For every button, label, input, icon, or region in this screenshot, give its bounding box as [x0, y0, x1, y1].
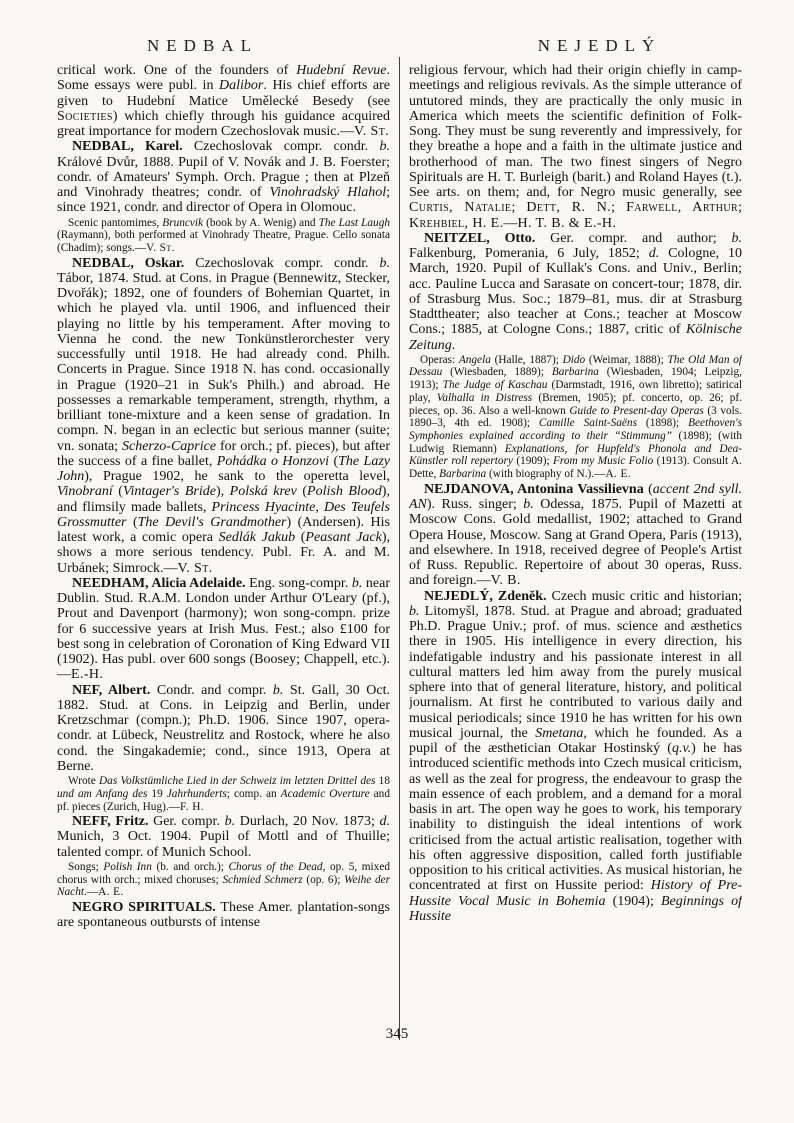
text-segment: Dalibor [219, 78, 264, 94]
text-segment: NEJDANOVA, Antonina Vassilievna [424, 481, 644, 497]
text-segment: ; since 1921, condr. and director of Opera in Olomouc. [57, 185, 390, 216]
text-segment: ; comp. an [226, 787, 281, 800]
text-segment: Polská krev [229, 484, 297, 500]
text-segment: Vintager's Bride [122, 484, 216, 500]
text-segment: ), and flimsily made ballets, [57, 484, 390, 515]
text-segment: near Dublin. Stud. R.A.M. London under Arthur O'Leary (pf.), Prout and Davenport (harmony); won song-compn. prize for 6 successive years at Irish Mus. Fest.; also £100 for best song in celebration of Coronation of King Edward VII (1902). Has publ. over 600 songs (Boosey; Chappell, etc.).— [57, 575, 390, 683]
entry-negro-spirituals [57, 900, 390, 931]
text-segment: Barbarina [439, 468, 487, 481]
text-segment: Cologne, 10 March, 1920. Pupil of Kullak's Cons. and Univ., Berlin; acc. Pauline Lucca and Sarasate on concert-tour; 1878, dir. of Strasburg Mus. Soc.; 1879–81, mus. dir at Strasburg Stadttheater; also teacher at Cons.; teacher at Moscow Cons.; 1885, at Cologne Cons.; 1887, critic of [409, 246, 742, 338]
text-segment: Vinobraní [57, 484, 113, 500]
text-segment: ) he has introduced scientific methods into Czech musical criticism, as well as the zeal for progress, the endeavour to grasp the main essence of each problem, and a demand for a moral basis in art. The open way he goes to work, his temporary inability to distinguish the ideal intentions of work criticised from the actual artistic realisation, together with his often aggressive disposition, called forth justifiable opposition to his critical activities. As musical historian, he concentrated at first on Hussite period: [409, 741, 742, 894]
entry-neff [57, 814, 390, 860]
text-segment: Durlach, 20 Nov. 1873; [235, 814, 380, 830]
text-segment: b. [523, 497, 534, 513]
entry-needham [57, 576, 390, 683]
text-segment: Guide to Present-day Operas [569, 404, 704, 417]
column-divider-rule [399, 57, 400, 1040]
text-segment: Barbarina [551, 366, 599, 379]
right-column [409, 63, 742, 1038]
text-segment: (with biography of N.).— [486, 468, 606, 481]
text-segment: b. [351, 575, 363, 591]
text-segment: ( [112, 484, 123, 500]
running-head-left: NEDBAL [147, 36, 258, 55]
text-segment: Scenic pantomimes, [68, 216, 163, 229]
text-segment: These Amer. plantation-songs are spontaneous outbursts of intense [57, 900, 390, 931]
text-segment: Wrote [68, 775, 100, 788]
text-segment: Munich, 3 Oct. 1904. Pupil of Mottl and of Thuille; talented compr. of Munich School. [57, 829, 390, 860]
text-segment: NEJEDLÝ, Zdeněk. [424, 588, 547, 604]
text-segment: H. T. B. & E.-H. [517, 215, 617, 231]
text-segment: q.v. [671, 741, 692, 757]
text-segment: , which he founded. As a pupil of the æsthetician Otakar Hostinský ( [409, 725, 742, 757]
text-segment: Angela [458, 353, 491, 366]
text-segment: b. [409, 603, 420, 619]
works-neitzel [409, 354, 742, 481]
entry-continuation [57, 63, 390, 139]
text-segment: ), [215, 484, 230, 500]
entry-nejdanova [409, 482, 742, 589]
text-segment: Litomyšl, 1878. Stud. at Prague and abroad; graduated Ph.D. Prague Univ.; prof. of mus. science and æsthetics there in 1905. His intelligence in every direction, his indefatigable industry and his passionate interest in all cultural matters led him away from the purely musical sphere into that of general literature, history, and political journalism. At first he contributed to various daily and musical periodicals; since 1910 he has written for his own musical journal, the [409, 603, 742, 741]
page-number: 345 [385, 1026, 409, 1042]
text-segment: Peasant Jack [305, 530, 382, 546]
text-segment: NEEDHAM, Alicia Adelaide. [72, 575, 246, 591]
text-segment: The Judge of Kaschau [442, 379, 548, 392]
text-segment: Curtis, Natalie [409, 200, 512, 216]
text-segment: Kölnische Zeitung [409, 322, 742, 353]
works-neff [57, 861, 390, 899]
works-nedbal-karel [57, 217, 390, 255]
text-segment: Farwell, Arthur [626, 200, 739, 216]
text-segment: — [503, 215, 518, 231]
text-segment: Jahrhunderts [166, 787, 227, 800]
text-segment: Beethoven's Symphonies explained according to their “Stimmung” [409, 417, 742, 442]
text-segment: critical work. One of the founders of [57, 63, 297, 78]
text-segment: Eng. song-compr. [245, 575, 352, 591]
text-segment: Dett, R. N. [526, 200, 612, 216]
text-segment: ( [126, 514, 138, 530]
text-segment: Scherzo-Caprice [121, 438, 217, 454]
text-segment: NEFF, Fritz. [72, 814, 149, 830]
text-segment: Sedlák Jakub [218, 530, 296, 546]
text-segment: ) (Andersen). His latest work, a comic opera [57, 514, 390, 546]
text-segment: b. [272, 682, 284, 698]
text-segment: E.-H. [71, 667, 104, 683]
text-segment: ). Russ. singer; [426, 497, 524, 513]
entry-nef [57, 683, 390, 775]
text-segment: NEF, Albert. [72, 682, 151, 698]
text-segment: Falkenburg, Pomerania, 6 July, 1852; [409, 246, 649, 261]
text-segment: Czechoslovak compr. condr. [184, 255, 380, 271]
text-segment: ; [738, 200, 742, 216]
text-segment: , [315, 499, 324, 515]
text-segment: Czechoslovak compr. condr. [182, 139, 380, 155]
text-segment: religious fervour, which had their origin chiefly in camp-meetings and religious revivals. As the simple utterance of untutored minds, they are practically the only music in America which meets the scientific definition of Folk-Song. They must be sung reverently and impressively, for they breathe a hope and a faith in the ultimate justice and brotherhood of man. The two finest singers of Negro Spirituals are H. T. Burleigh (barit.) and Roland Hayes (t.). See arts. on them; and, for Negro music generally, see [409, 63, 742, 200]
text-segment: From my Music Folio [553, 455, 654, 468]
text-segment: d. [648, 246, 660, 261]
text-segment: . Some essays were publ. in [57, 63, 390, 94]
text-segment: Dido [562, 353, 586, 366]
text-segment: (op. 6); [302, 873, 345, 886]
text-segment: Weihe der Nacht [57, 873, 390, 899]
text-segment: Pohádka o Honzovi [216, 453, 330, 469]
text-segment: (Darmstadt, 1916, own libretto); satirical play, [409, 379, 742, 404]
text-segment: NEGRO SPIRITUALS. [72, 900, 216, 916]
text-segment: The Devil's Grandmother [137, 514, 287, 530]
text-segment: (Raymann), both performed at Vinohrady Theatre, Prague. Cello sonata (Chadim); songs.— [57, 229, 390, 254]
text-segment: Hudební Revue [296, 63, 387, 78]
text-segment: NEITZEL, Otto. [424, 230, 536, 246]
text-segment: (1913). Consult A. Dette, [409, 455, 742, 481]
left-column [57, 63, 390, 1038]
text-segment: ( [329, 453, 339, 469]
text-segment: d. [379, 814, 390, 830]
text-segment: (Wiesbaden, 1889); [442, 366, 552, 379]
text-segment: , op. 5, mixed chorus with orch.; mixed choruses; [57, 860, 390, 886]
text-segment: NEDBAL, Karel. [72, 139, 183, 155]
text-segment: Societies [57, 108, 113, 124]
text-segment: V. St. [177, 560, 213, 576]
text-segment: A. E. [98, 886, 124, 899]
text-segment: Vinohradský Hlahol [269, 185, 387, 200]
text-segment: F. H. [179, 800, 204, 813]
text-segment: (1898); (with Ludwig Riemann) [409, 429, 742, 455]
text-segment: .— [84, 886, 99, 899]
text-segment: V. St. [146, 241, 175, 254]
text-segment: b. [379, 255, 390, 271]
text-segment: (book by A. Wenig) and [203, 216, 319, 229]
text-segment: Krehbiel, H. E. [409, 215, 504, 231]
text-segment: ( [296, 484, 308, 500]
text-segment: ( [643, 481, 653, 497]
text-segment: (Halle, 1887); [490, 353, 563, 366]
text-segment: V. B. [490, 573, 521, 589]
text-segment: ), Prague 1902, he sank to the operetta level, [84, 469, 390, 485]
text-segment: Polish Blood [307, 484, 382, 500]
entry-negro-spirituals-continuation [409, 63, 742, 231]
text-segment: (Bremen, 1905); pf. concerto, op. 26; pf. pieces, op. 36. Also a well-known [409, 391, 742, 417]
text-segment: und am Anfang des [57, 787, 148, 800]
text-segment: Condr. and compr. [150, 682, 273, 698]
text-segment: (3 vols. 1890–3, 4th ed. 1908); [409, 404, 742, 430]
text-segment: The Lazy John [57, 453, 390, 485]
text-segment: Songs; [68, 860, 104, 873]
text-segment: St. Gall, 30 Oct. 1882. Stud. at Cons. in Leipzig and Berlin, under Kretzschmar (compn.); Ph.D. 1906. Since 1907, opera-condr. at Lübeck, Neustrelitz and Rostock, where he also cond. the Singakademie; cond., since 1913, Opera at Berne. [57, 682, 390, 774]
text-segment: . His chief efforts are given to Hudební Matice Umělecké Besedy (see [57, 78, 390, 109]
text-segment: Valhalla in Distress [436, 391, 533, 404]
text-segment: V. St. [354, 124, 390, 139]
text-segment: Academic Overture [280, 787, 370, 800]
text-segment: Bruncvik [162, 216, 204, 229]
text-segment: (Weimar, 1888); [585, 353, 668, 366]
text-segment: A. E. [605, 468, 631, 481]
text-segment: History of Pre-Hussite Vocal Music in Bohemia [409, 878, 742, 909]
text-segment: accent 2nd syll. AN [409, 481, 742, 513]
text-segment: (1909); [512, 455, 554, 468]
text-segment: b. [224, 814, 236, 830]
entry-nedbal-oskar [57, 256, 390, 576]
text-segment: Des Teufels Grossmutter [57, 499, 390, 530]
text-segment: (1904); [605, 893, 661, 909]
text-segment: ; [611, 200, 627, 216]
text-segment: 19 [147, 787, 167, 800]
text-segment: Camille Saint-Saëns [538, 417, 637, 430]
text-segment: ; [511, 200, 527, 216]
text-segment: ( [295, 530, 306, 546]
text-segment: Operas: [420, 353, 459, 366]
text-segment: Chorus of the Dead [228, 860, 323, 873]
text-segment: Tábor, 1874. Stud. at Cons. in Prague (Bennewitz, Stecker, Dvořák); 1892, one of founders of Bohemian Quartet, in which he played vla. until 1906, and influenced their playing no little by his temperament. After moving to Vienna he cond. the new Tonkünstlerorchester very successfully until 1918. He had already cond. Philh. Concerts in Prague. Since 1918 N. has cond. occasionally in Prague (1920–21 in Suk's Philh.) and abroad. He possesses a remarkable temperament, strength, rhythm, a brilliant tone-mixture and a keen sense of gradation. In compn. N. began in an eclectic but serious manner (suite; vn. sonata; [57, 270, 390, 454]
text-segment: (1898); [636, 417, 689, 430]
text-segment: NEDBAL, Oskar. [72, 255, 185, 271]
text-segment: Explanations, for Hupfeld's Phonola and Dea-Künstler roll repertory [409, 442, 742, 468]
text-segment: Czech music critic and historian; [546, 588, 742, 604]
text-segment: Beginnings of Hussite [409, 893, 742, 924]
entry-nedbal-karel [57, 139, 390, 215]
text-segment: Schmied Schmerz [222, 873, 303, 886]
running-head-right: NEJEDLÝ [537, 36, 662, 55]
text-segment: Polish Inn [103, 860, 152, 873]
text-segment: Princess Hyacinte [211, 499, 316, 515]
text-segment: The Old Man of Dessau [409, 353, 742, 379]
text-segment: Ger. compr. [148, 814, 225, 830]
text-segment: Das Volkstümliche Lied in der Schweiz im letzten Drittel des [99, 775, 376, 788]
text-segment: Ger. compr. and author; [535, 230, 732, 246]
text-segment: Smetana [535, 725, 584, 741]
text-segment: (Wiesbaden, 1904; Leipzig, 1913); [409, 366, 742, 392]
text-segment: The Last Laugh [318, 216, 390, 229]
text-segment: 18 [375, 775, 390, 788]
text-segment: . [451, 337, 456, 353]
entry-nejedly [409, 589, 742, 925]
text-segment: Odessa, 1875. Pupil of Mazetti at Moscow Cons. Gold medallist, 1902; attached to Grand Opera House, Moscow. Sang at Grand Opera, Paris (1913), and elsewhere. In 1918, received degree of People's Artist of Russ. Republic. Repertoire of about 30 operas, Russ. and foreign.— [409, 497, 742, 589]
text-segment: Králové Dvůr, 1888. Pupil of V. Novák and J. B. Foerster; condr. of Amateurs' Symph. Orch. Prague ; then at Plzeň and Vinohrady theatres; condr. of [57, 154, 390, 200]
text-segment: and pf. pieces (Zurich, Hug).— [57, 787, 390, 813]
text-segment: for orch.; pf. pieces), but after the success of a fine ballet, [57, 438, 390, 469]
text-segment: ), shows a more serious tendency. Publ. Fr. A. and M. Urbánek; Simrock.— [57, 530, 390, 576]
works-nef [57, 775, 390, 813]
text-segment: (b. and orch.); [151, 860, 229, 873]
text-segment: ) which chiefly through his guidance acquired great importance for modern Czechoslovak music.— [57, 108, 390, 139]
entry-neitzel [409, 231, 742, 353]
text-segment: b. [379, 139, 390, 155]
text-segment: b. [731, 230, 742, 246]
